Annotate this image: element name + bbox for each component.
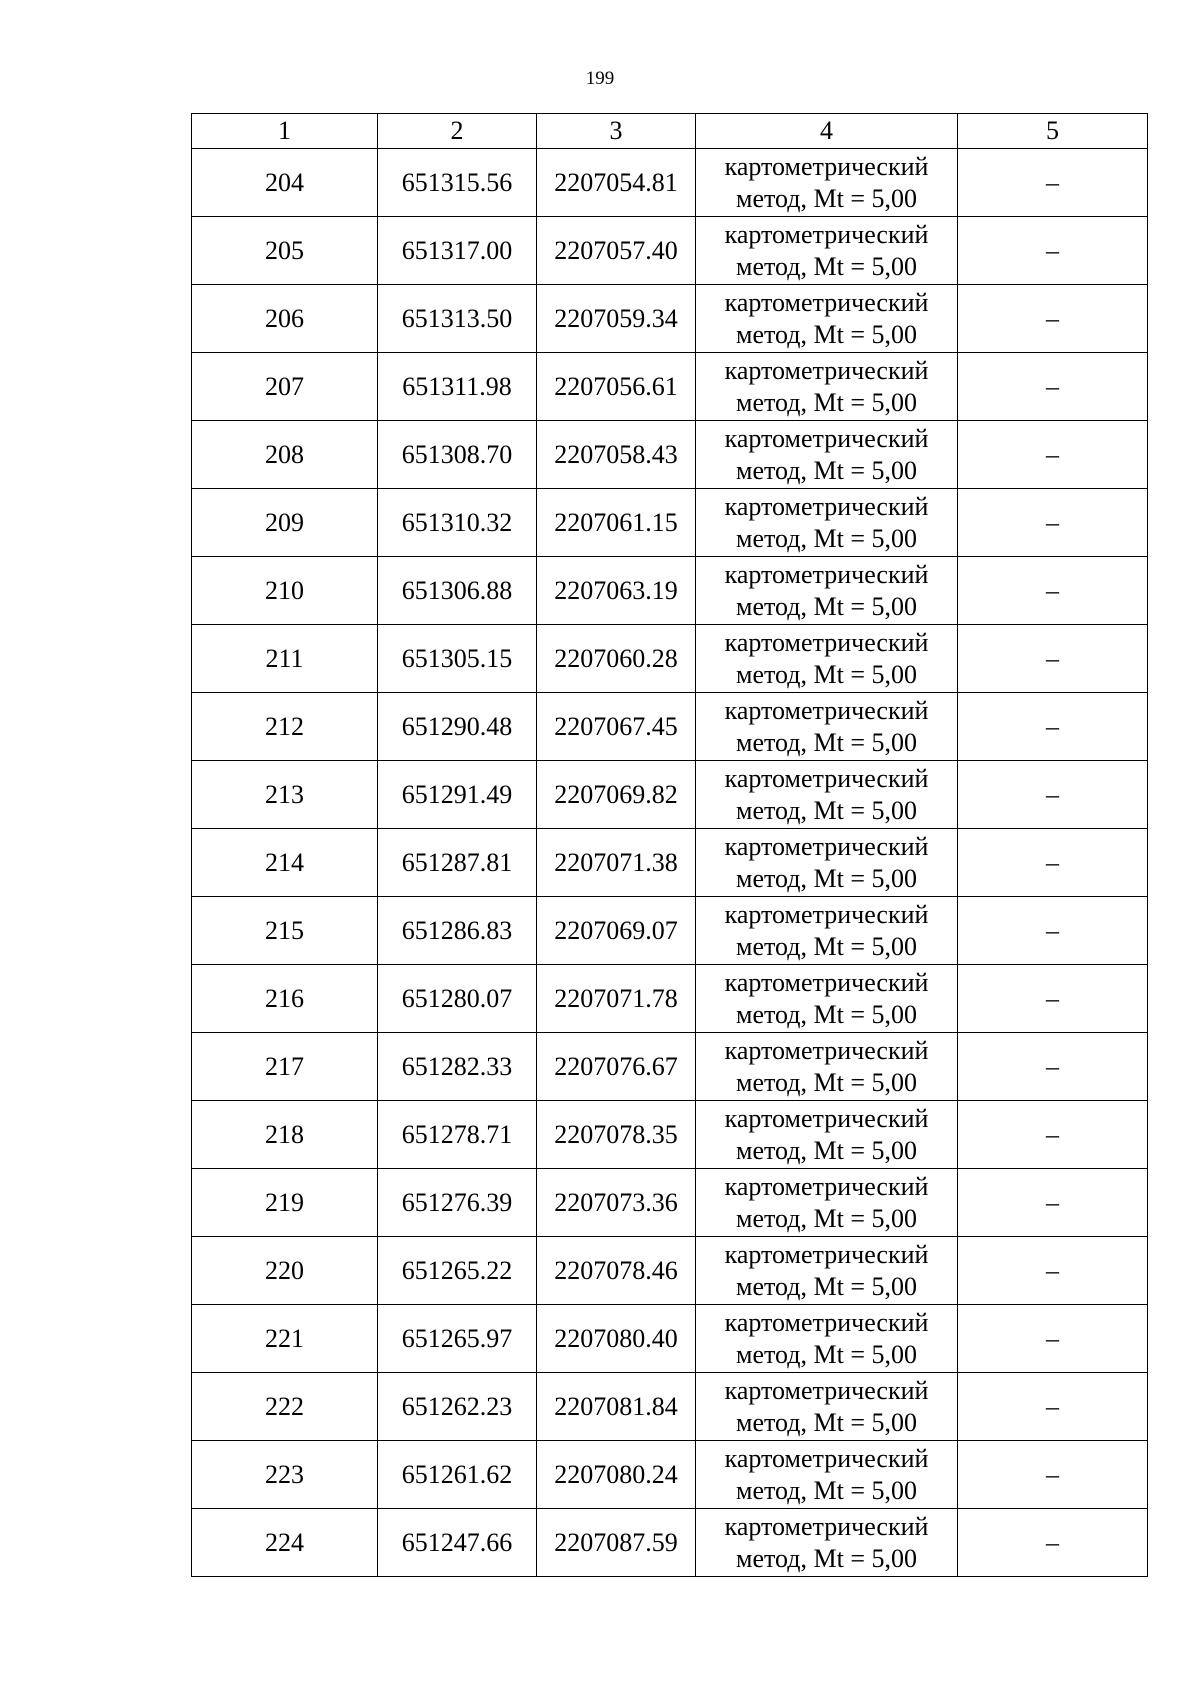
method-line-1: картометрический bbox=[724, 1512, 929, 1541]
method-line-1: картометрический bbox=[724, 832, 929, 861]
point-number-cell: 214 bbox=[192, 829, 378, 897]
point-number-cell: 224 bbox=[192, 1509, 378, 1577]
point-number-cell: 206 bbox=[192, 285, 378, 353]
method-line-2: метод, Mt = 5,00 bbox=[736, 1408, 917, 1437]
table-row bbox=[192, 489, 1148, 557]
table-row bbox=[192, 1237, 1148, 1305]
point-number-cell: 208 bbox=[192, 421, 378, 489]
method-line-2: метод, Mt = 5,00 bbox=[736, 1476, 917, 1505]
table-row bbox=[192, 149, 1148, 217]
header-col-5: 5 bbox=[958, 114, 1148, 149]
header-col-1: 1 bbox=[192, 114, 378, 149]
column-5-cell: – bbox=[958, 421, 1148, 489]
method-line-1: картометрический bbox=[724, 356, 929, 385]
column-5-cell: – bbox=[958, 149, 1148, 217]
column-5-cell: – bbox=[958, 557, 1148, 625]
method-line-2: метод, Mt = 5,00 bbox=[736, 1340, 917, 1369]
column-5-cell: – bbox=[958, 829, 1148, 897]
table-row bbox=[192, 1169, 1148, 1237]
method-line-2: метод, Mt = 5,00 bbox=[736, 252, 917, 281]
table-header bbox=[192, 114, 1148, 149]
method-cell bbox=[696, 1237, 958, 1305]
point-number-cell: 210 bbox=[192, 557, 378, 625]
method-cell bbox=[696, 1169, 958, 1237]
method-line-2: метод, Mt = 5,00 bbox=[736, 1000, 917, 1029]
column-5-cell: – bbox=[958, 965, 1148, 1033]
y-coordinate-cell: 2207071.78 bbox=[537, 965, 696, 1033]
y-coordinate-cell: 2207056.61 bbox=[537, 353, 696, 421]
table-row bbox=[192, 693, 1148, 761]
x-coordinate-cell: 651262.23 bbox=[378, 1373, 537, 1441]
method-line-2: метод, Mt = 5,00 bbox=[736, 388, 917, 417]
x-coordinate-cell: 651247.66 bbox=[378, 1509, 537, 1577]
table-row bbox=[192, 557, 1148, 625]
y-coordinate-cell: 2207071.38 bbox=[537, 829, 696, 897]
method-line-2: метод, Mt = 5,00 bbox=[736, 796, 917, 825]
point-number-cell: 209 bbox=[192, 489, 378, 557]
column-5-cell: – bbox=[958, 1373, 1148, 1441]
method-cell bbox=[696, 421, 958, 489]
y-coordinate-cell: 2207061.15 bbox=[537, 489, 696, 557]
column-5-cell: – bbox=[958, 1509, 1148, 1577]
column-5-cell: – bbox=[958, 217, 1148, 285]
method-cell bbox=[696, 489, 958, 557]
table-row bbox=[192, 285, 1148, 353]
point-number-cell: 207 bbox=[192, 353, 378, 421]
method-line-1: картометрический bbox=[724, 152, 929, 181]
method-line-1: картометрический bbox=[724, 1240, 929, 1269]
method-cell bbox=[696, 217, 958, 285]
method-cell bbox=[696, 693, 958, 761]
method-cell bbox=[696, 1509, 958, 1577]
method-cell bbox=[696, 557, 958, 625]
x-coordinate-cell: 651313.50 bbox=[378, 285, 537, 353]
y-coordinate-cell: 2207057.40 bbox=[537, 217, 696, 285]
method-line-2: метод, Mt = 5,00 bbox=[736, 932, 917, 961]
table-row bbox=[192, 829, 1148, 897]
column-5-cell: – bbox=[958, 625, 1148, 693]
method-line-2: метод, Mt = 5,00 bbox=[736, 524, 917, 553]
method-line-1: картометрический bbox=[724, 560, 929, 589]
column-5-cell: – bbox=[958, 1169, 1148, 1237]
method-line-2: метод, Mt = 5,00 bbox=[736, 592, 917, 621]
table-row bbox=[192, 965, 1148, 1033]
y-coordinate-cell: 2207054.81 bbox=[537, 149, 696, 217]
method-line-2: метод, Mt = 5,00 bbox=[736, 864, 917, 893]
x-coordinate-cell: 651315.56 bbox=[378, 149, 537, 217]
point-number-cell: 221 bbox=[192, 1305, 378, 1373]
x-coordinate-cell: 651265.97 bbox=[378, 1305, 537, 1373]
method-line-1: картометрический bbox=[724, 1376, 929, 1405]
point-number-cell: 204 bbox=[192, 149, 378, 217]
method-cell bbox=[696, 1101, 958, 1169]
table-row bbox=[192, 625, 1148, 693]
method-line-2: метод, Mt = 5,00 bbox=[736, 1068, 917, 1097]
method-cell bbox=[696, 1305, 958, 1373]
column-5-cell: – bbox=[958, 1237, 1148, 1305]
point-number-cell: 213 bbox=[192, 761, 378, 829]
column-5-cell: – bbox=[958, 353, 1148, 421]
x-coordinate-cell: 651310.32 bbox=[378, 489, 537, 557]
table-row bbox=[192, 1305, 1148, 1373]
column-5-cell: – bbox=[958, 1101, 1148, 1169]
table-row bbox=[192, 353, 1148, 421]
method-line-2: метод, Mt = 5,00 bbox=[736, 660, 917, 689]
method-line-1: картометрический bbox=[724, 900, 929, 929]
method-line-2: метод, Mt = 5,00 bbox=[736, 320, 917, 349]
y-coordinate-cell: 2207087.59 bbox=[537, 1509, 696, 1577]
header-col-4: 4 bbox=[696, 114, 958, 149]
point-number-cell: 216 bbox=[192, 965, 378, 1033]
table-row bbox=[192, 1509, 1148, 1577]
method-line-1: картометрический bbox=[724, 1036, 929, 1065]
x-coordinate-cell: 651287.81 bbox=[378, 829, 537, 897]
method-line-1: картометрический bbox=[724, 492, 929, 521]
column-5-cell: – bbox=[958, 693, 1148, 761]
method-cell bbox=[696, 149, 958, 217]
method-line-1: картометрический bbox=[724, 764, 929, 793]
y-coordinate-cell: 2207073.36 bbox=[537, 1169, 696, 1237]
y-coordinate-cell: 2207081.84 bbox=[537, 1373, 696, 1441]
column-5-cell: – bbox=[958, 1305, 1148, 1373]
table-row bbox=[192, 1441, 1148, 1509]
x-coordinate-cell: 651261.62 bbox=[378, 1441, 537, 1509]
table-row bbox=[192, 897, 1148, 965]
table-row bbox=[192, 217, 1148, 285]
method-line-1: картометрический bbox=[724, 968, 929, 997]
point-number-cell: 211 bbox=[192, 625, 378, 693]
method-cell bbox=[696, 625, 958, 693]
x-coordinate-cell: 651308.70 bbox=[378, 421, 537, 489]
coordinates-table bbox=[191, 113, 1148, 1577]
header-col-2: 2 bbox=[378, 114, 537, 149]
y-coordinate-cell: 2207067.45 bbox=[537, 693, 696, 761]
y-coordinate-cell: 2207080.24 bbox=[537, 1441, 696, 1509]
y-coordinate-cell: 2207069.07 bbox=[537, 897, 696, 965]
point-number-cell: 220 bbox=[192, 1237, 378, 1305]
method-line-2: метод, Mt = 5,00 bbox=[736, 1544, 917, 1573]
y-coordinate-cell: 2207080.40 bbox=[537, 1305, 696, 1373]
header-col-3: 3 bbox=[537, 114, 696, 149]
column-5-cell: – bbox=[958, 1033, 1148, 1101]
y-coordinate-cell: 2207059.34 bbox=[537, 285, 696, 353]
x-coordinate-cell: 651278.71 bbox=[378, 1101, 537, 1169]
method-line-2: метод, Mt = 5,00 bbox=[736, 1136, 917, 1165]
table-row bbox=[192, 421, 1148, 489]
point-number-cell: 222 bbox=[192, 1373, 378, 1441]
method-line-1: картометрический bbox=[724, 220, 929, 249]
method-line-1: картометрический bbox=[724, 288, 929, 317]
y-coordinate-cell: 2207078.46 bbox=[537, 1237, 696, 1305]
method-cell bbox=[696, 1033, 958, 1101]
column-5-cell: – bbox=[958, 285, 1148, 353]
x-coordinate-cell: 651306.88 bbox=[378, 557, 537, 625]
x-coordinate-cell: 651305.15 bbox=[378, 625, 537, 693]
table-row bbox=[192, 761, 1148, 829]
point-number-cell: 219 bbox=[192, 1169, 378, 1237]
y-coordinate-cell: 2207060.28 bbox=[537, 625, 696, 693]
x-coordinate-cell: 651311.98 bbox=[378, 353, 537, 421]
method-line-2: метод, Mt = 5,00 bbox=[736, 1272, 917, 1301]
method-line-1: картометрический bbox=[724, 1308, 929, 1337]
y-coordinate-cell: 2207063.19 bbox=[537, 557, 696, 625]
x-coordinate-cell: 651276.39 bbox=[378, 1169, 537, 1237]
point-number-cell: 217 bbox=[192, 1033, 378, 1101]
method-cell bbox=[696, 761, 958, 829]
method-cell bbox=[696, 1373, 958, 1441]
point-number-cell: 223 bbox=[192, 1441, 378, 1509]
method-cell bbox=[696, 353, 958, 421]
method-cell bbox=[696, 965, 958, 1033]
y-coordinate-cell: 2207076.67 bbox=[537, 1033, 696, 1101]
x-coordinate-cell: 651291.49 bbox=[378, 761, 537, 829]
method-cell bbox=[696, 1441, 958, 1509]
x-coordinate-cell: 651290.48 bbox=[378, 693, 537, 761]
method-line-1: картометрический bbox=[724, 1172, 929, 1201]
point-number-cell: 205 bbox=[192, 217, 378, 285]
x-coordinate-cell: 651286.83 bbox=[378, 897, 537, 965]
table-body bbox=[192, 149, 1148, 1577]
column-5-cell: – bbox=[958, 761, 1148, 829]
method-cell bbox=[696, 897, 958, 965]
table-row bbox=[192, 1033, 1148, 1101]
method-line-1: картометрический bbox=[724, 1444, 929, 1473]
method-line-1: картометрический bbox=[724, 628, 929, 657]
method-line-2: метод, Mt = 5,00 bbox=[736, 1204, 917, 1233]
x-coordinate-cell: 651280.07 bbox=[378, 965, 537, 1033]
x-coordinate-cell: 651317.00 bbox=[378, 217, 537, 285]
column-5-cell: – bbox=[958, 897, 1148, 965]
method-line-2: метод, Mt = 5,00 bbox=[736, 728, 917, 757]
method-line-1: картометрический bbox=[724, 424, 929, 453]
table-row bbox=[192, 1373, 1148, 1441]
y-coordinate-cell: 2207069.82 bbox=[537, 761, 696, 829]
method-cell bbox=[696, 829, 958, 897]
method-line-1: картометрический bbox=[724, 1104, 929, 1133]
y-coordinate-cell: 2207058.43 bbox=[537, 421, 696, 489]
point-number-cell: 215 bbox=[192, 897, 378, 965]
method-line-1: картометрический bbox=[724, 696, 929, 725]
y-coordinate-cell: 2207078.35 bbox=[537, 1101, 696, 1169]
method-line-2: метод, Mt = 5,00 bbox=[736, 456, 917, 485]
point-number-cell: 218 bbox=[192, 1101, 378, 1169]
x-coordinate-cell: 651265.22 bbox=[378, 1237, 537, 1305]
x-coordinate-cell: 651282.33 bbox=[378, 1033, 537, 1101]
column-5-cell: – bbox=[958, 1441, 1148, 1509]
header-row bbox=[192, 114, 1148, 149]
method-line-2: метод, Mt = 5,00 bbox=[736, 184, 917, 213]
page-number: 199 bbox=[585, 68, 615, 89]
method-cell bbox=[696, 285, 958, 353]
point-number-cell: 212 bbox=[192, 693, 378, 761]
table-row bbox=[192, 1101, 1148, 1169]
column-5-cell: – bbox=[958, 489, 1148, 557]
